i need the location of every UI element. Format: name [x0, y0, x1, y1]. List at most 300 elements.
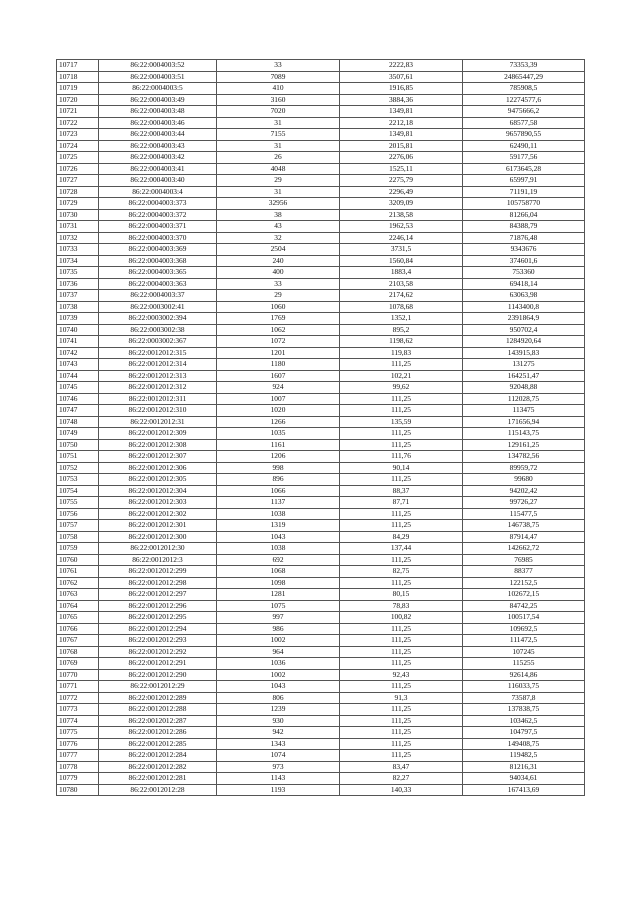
cadastral-value-table [56, 59, 585, 796]
row-number-cell: 10777 [57, 750, 99, 762]
table-row [57, 531, 585, 543]
area-cell: 1043 [217, 531, 340, 543]
specific-value-cell: 895,2 [340, 324, 463, 336]
specific-value-cell: 111,25 [340, 727, 463, 739]
specific-value-cell: 111,25 [340, 405, 463, 417]
table-row [57, 462, 585, 474]
cadastral-number-cell: 86:22:0012012:308 [99, 439, 217, 451]
area-cell: 1319 [217, 520, 340, 532]
cadastral-number-cell: 86:22:0012012:309 [99, 428, 217, 440]
table-row [57, 566, 585, 578]
row-number-cell: 10742 [57, 347, 99, 359]
cadastral-number-cell: 86:22:0012012:302 [99, 508, 217, 520]
table-row [57, 244, 585, 256]
area-cell: 2504 [217, 244, 340, 256]
cadastral-number-cell: 86:22:0012012:288 [99, 704, 217, 716]
area-cell: 32 [217, 232, 340, 244]
specific-value-cell: 111,76 [340, 451, 463, 463]
row-number-cell: 10775 [57, 727, 99, 739]
area-cell: 1180 [217, 359, 340, 371]
row-number-cell: 10754 [57, 485, 99, 497]
area-cell: 1038 [217, 543, 340, 555]
table-row [57, 508, 585, 520]
row-number-cell: 10720 [57, 94, 99, 106]
cadastral-number-cell: 86:22:0003002:41 [99, 301, 217, 313]
cadastral-value-cell: 102672,15 [463, 589, 585, 601]
specific-value-cell: 111,25 [340, 704, 463, 716]
cadastral-value-cell: 122152,5 [463, 577, 585, 589]
table-row [57, 324, 585, 336]
row-number-cell: 10717 [57, 60, 99, 72]
cadastral-number-cell: 86:22:0012012:298 [99, 577, 217, 589]
area-cell: 1043 [217, 681, 340, 693]
specific-value-cell: 111,25 [340, 508, 463, 520]
table-row [57, 221, 585, 233]
row-number-cell: 10759 [57, 543, 99, 555]
cadastral-value-cell: 81266,04 [463, 209, 585, 221]
cadastral-value-cell: 131275 [463, 359, 585, 371]
specific-value-cell: 100,82 [340, 612, 463, 624]
cadastral-number-cell: 86:22:0012012:303 [99, 497, 217, 509]
area-cell: 1038 [217, 508, 340, 520]
table-row [57, 658, 585, 670]
area-cell: 1035 [217, 428, 340, 440]
cadastral-number-cell: 86:22:0012012:313 [99, 370, 217, 382]
cadastral-value-cell: 92048,88 [463, 382, 585, 394]
cadastral-number-cell: 86:22:0012012:31 [99, 416, 217, 428]
cadastral-value-cell: 134782,56 [463, 451, 585, 463]
cadastral-value-cell: 137838,75 [463, 704, 585, 716]
area-cell: 32956 [217, 198, 340, 210]
row-number-cell: 10752 [57, 462, 99, 474]
table-row [57, 140, 585, 152]
cadastral-value-cell: 99726,27 [463, 497, 585, 509]
table-row [57, 152, 585, 164]
row-number-cell: 10755 [57, 497, 99, 509]
row-number-cell: 10760 [57, 554, 99, 566]
cadastral-value-cell: 94202,42 [463, 485, 585, 497]
row-number-cell: 10748 [57, 416, 99, 428]
row-number-cell: 10766 [57, 623, 99, 635]
specific-value-cell: 3884,36 [340, 94, 463, 106]
cadastral-number-cell: 86:22:0004003:373 [99, 198, 217, 210]
area-cell: 1072 [217, 336, 340, 348]
table-row [57, 370, 585, 382]
cadastral-value-cell: 94034,61 [463, 773, 585, 785]
cadastral-number-cell: 86:22:0012012:3 [99, 554, 217, 566]
cadastral-value-cell: 65997,91 [463, 175, 585, 187]
area-cell: 29 [217, 290, 340, 302]
area-cell: 7089 [217, 71, 340, 83]
specific-value-cell: 111,25 [340, 658, 463, 670]
row-number-cell: 10741 [57, 336, 99, 348]
specific-value-cell: 82,27 [340, 773, 463, 785]
specific-value-cell: 2296,49 [340, 186, 463, 198]
cadastral-number-cell: 86:22:0004003:371 [99, 221, 217, 233]
area-cell: 973 [217, 761, 340, 773]
specific-value-cell: 1962,53 [340, 221, 463, 233]
table-row [57, 543, 585, 555]
row-number-cell: 10761 [57, 566, 99, 578]
cadastral-number-cell: 86:22:0012012:312 [99, 382, 217, 394]
cadastral-number-cell: 86:22:0012012:284 [99, 750, 217, 762]
specific-value-cell: 140,33 [340, 784, 463, 796]
cadastral-number-cell: 86:22:0012012:28 [99, 784, 217, 796]
table-row [57, 232, 585, 244]
area-cell: 1066 [217, 485, 340, 497]
cadastral-value-cell: 69418,14 [463, 278, 585, 290]
row-number-cell: 10758 [57, 531, 99, 543]
area-cell: 1060 [217, 301, 340, 313]
specific-value-cell: 2103,58 [340, 278, 463, 290]
table-row [57, 301, 585, 313]
specific-value-cell: 2276,06 [340, 152, 463, 164]
specific-value-cell: 111,25 [340, 474, 463, 486]
table-row [57, 336, 585, 348]
cadastral-value-cell: 88377 [463, 566, 585, 578]
cadastral-number-cell: 86:22:0003002:367 [99, 336, 217, 348]
area-cell: 896 [217, 474, 340, 486]
cadastral-value-cell: 87914,47 [463, 531, 585, 543]
cadastral-value-cell: 84742,25 [463, 600, 585, 612]
table-row [57, 83, 585, 95]
cadastral-value-cell: 92614,86 [463, 669, 585, 681]
cadastral-value-cell: 753360 [463, 267, 585, 279]
table-row [57, 290, 585, 302]
table-row [57, 428, 585, 440]
table-row [57, 750, 585, 762]
specific-value-cell: 2246,14 [340, 232, 463, 244]
area-cell: 31 [217, 140, 340, 152]
area-cell: 1607 [217, 370, 340, 382]
specific-value-cell: 3731,5 [340, 244, 463, 256]
table-row [57, 163, 585, 175]
table-row [57, 175, 585, 187]
area-cell: 1020 [217, 405, 340, 417]
cadastral-value-cell: 164251,47 [463, 370, 585, 382]
table-row [57, 520, 585, 532]
area-cell: 7020 [217, 106, 340, 118]
cadastral-value-cell: 1284920,64 [463, 336, 585, 348]
specific-value-cell: 111,25 [340, 439, 463, 451]
table-row [57, 278, 585, 290]
table-row [57, 646, 585, 658]
table-row [57, 405, 585, 417]
row-number-cell: 10745 [57, 382, 99, 394]
table-row [57, 784, 585, 796]
cadastral-value-cell: 113475 [463, 405, 585, 417]
area-cell: 1036 [217, 658, 340, 670]
cadastral-number-cell: 86:22:0012012:281 [99, 773, 217, 785]
area-cell: 1002 [217, 635, 340, 647]
specific-value-cell: 2212,18 [340, 117, 463, 129]
table-row [57, 692, 585, 704]
cadastral-value-cell: 129161,25 [463, 439, 585, 451]
area-cell: 410 [217, 83, 340, 95]
row-number-cell: 10740 [57, 324, 99, 336]
cadastral-number-cell: 86:22:0004003:37 [99, 290, 217, 302]
row-number-cell: 10726 [57, 163, 99, 175]
specific-value-cell: 2275,79 [340, 175, 463, 187]
specific-value-cell: 111,25 [340, 681, 463, 693]
cadastral-value-cell: 9343676 [463, 244, 585, 256]
row-number-cell: 10749 [57, 428, 99, 440]
cadastral-value-cell: 112028,75 [463, 393, 585, 405]
specific-value-cell: 1349,81 [340, 106, 463, 118]
cadastral-value-cell: 59177,56 [463, 152, 585, 164]
cadastral-number-cell: 86:22:0012012:294 [99, 623, 217, 635]
row-number-cell: 10721 [57, 106, 99, 118]
cadastral-number-cell: 86:22:0012012:301 [99, 520, 217, 532]
area-cell: 942 [217, 727, 340, 739]
row-number-cell: 10727 [57, 175, 99, 187]
table-row [57, 681, 585, 693]
row-number-cell: 10764 [57, 600, 99, 612]
area-cell: 1074 [217, 750, 340, 762]
table-row [57, 255, 585, 267]
cadastral-value-cell: 143915,83 [463, 347, 585, 359]
cadastral-number-cell: 86:22:0012012:300 [99, 531, 217, 543]
specific-value-cell: 1198,62 [340, 336, 463, 348]
cadastral-number-cell: 86:22:0004003:363 [99, 278, 217, 290]
area-cell: 31 [217, 186, 340, 198]
row-number-cell: 10771 [57, 681, 99, 693]
table-row [57, 554, 585, 566]
area-cell: 986 [217, 623, 340, 635]
row-number-cell: 10747 [57, 405, 99, 417]
row-number-cell: 10730 [57, 209, 99, 221]
specific-value-cell: 1525,11 [340, 163, 463, 175]
cadastral-number-cell: 86:22:0004003:369 [99, 244, 217, 256]
cadastral-number-cell: 86:22:0012012:306 [99, 462, 217, 474]
row-number-cell: 10718 [57, 71, 99, 83]
row-number-cell: 10737 [57, 290, 99, 302]
cadastral-number-cell: 86:22:0012012:311 [99, 393, 217, 405]
cadastral-value-cell: 68577,58 [463, 117, 585, 129]
cadastral-number-cell: 86:22:0012012:315 [99, 347, 217, 359]
area-cell: 3160 [217, 94, 340, 106]
row-number-cell: 10753 [57, 474, 99, 486]
area-cell: 31 [217, 117, 340, 129]
cadastral-value-cell: 111472,5 [463, 635, 585, 647]
area-cell: 1143 [217, 773, 340, 785]
area-cell: 1161 [217, 439, 340, 451]
cadastral-value-cell: 104797,5 [463, 727, 585, 739]
row-number-cell: 10779 [57, 773, 99, 785]
cadastral-number-cell: 86:22:0004003:42 [99, 152, 217, 164]
table-row [57, 761, 585, 773]
area-cell: 4048 [217, 163, 340, 175]
cadastral-value-cell: 62490,11 [463, 140, 585, 152]
table-row [57, 60, 585, 72]
cadastral-value-cell: 116033,75 [463, 681, 585, 693]
cadastral-number-cell: 86:22:0012012:292 [99, 646, 217, 658]
row-number-cell: 10751 [57, 451, 99, 463]
area-cell: 43 [217, 221, 340, 233]
specific-value-cell: 92,43 [340, 669, 463, 681]
table-row [57, 313, 585, 325]
specific-value-cell: 111,25 [340, 635, 463, 647]
cadastral-value-cell: 89959,72 [463, 462, 585, 474]
area-cell: 1206 [217, 451, 340, 463]
table-row [57, 497, 585, 509]
table-row [57, 94, 585, 106]
row-number-cell: 10723 [57, 129, 99, 141]
table-row [57, 600, 585, 612]
cadastral-number-cell: 86:22:0004003:48 [99, 106, 217, 118]
row-number-cell: 10780 [57, 784, 99, 796]
area-cell: 1769 [217, 313, 340, 325]
specific-value-cell: 2015,81 [340, 140, 463, 152]
table-row [57, 359, 585, 371]
specific-value-cell: 102,21 [340, 370, 463, 382]
row-number-cell: 10739 [57, 313, 99, 325]
area-cell: 240 [217, 255, 340, 267]
area-cell: 930 [217, 715, 340, 727]
row-number-cell: 10762 [57, 577, 99, 589]
cadastral-number-cell: 86:22:0004003:52 [99, 60, 217, 72]
specific-value-cell: 111,25 [340, 715, 463, 727]
cadastral-value-cell: 167413,69 [463, 784, 585, 796]
area-cell: 29 [217, 175, 340, 187]
table-row [57, 773, 585, 785]
row-number-cell: 10738 [57, 301, 99, 313]
specific-value-cell: 111,25 [340, 393, 463, 405]
cadastral-number-cell: 86:22:0012012:299 [99, 566, 217, 578]
cadastral-number-cell: 86:22:0004003:43 [99, 140, 217, 152]
specific-value-cell: 2138,58 [340, 209, 463, 221]
specific-value-cell: 111,25 [340, 623, 463, 635]
table-row [57, 485, 585, 497]
area-cell: 1201 [217, 347, 340, 359]
area-cell: 26 [217, 152, 340, 164]
cadastral-value-cell: 105758770 [463, 198, 585, 210]
table-row [57, 451, 585, 463]
cadastral-value-cell: 115255 [463, 658, 585, 670]
table-row [57, 198, 585, 210]
area-cell: 1281 [217, 589, 340, 601]
cadastral-number-cell: 86:22:0004003:46 [99, 117, 217, 129]
cadastral-number-cell: 86:22:0012012:310 [99, 405, 217, 417]
row-number-cell: 10732 [57, 232, 99, 244]
row-number-cell: 10767 [57, 635, 99, 647]
row-number-cell: 10736 [57, 278, 99, 290]
area-cell: 964 [217, 646, 340, 658]
area-cell: 692 [217, 554, 340, 566]
cadastral-number-cell: 86:22:0012012:291 [99, 658, 217, 670]
cadastral-value-cell: 171656,94 [463, 416, 585, 428]
area-cell: 33 [217, 60, 340, 72]
cadastral-number-cell: 86:22:0012012:30 [99, 543, 217, 555]
table-row [57, 474, 585, 486]
area-cell: 7155 [217, 129, 340, 141]
cadastral-number-cell: 86:22:0012012:29 [99, 681, 217, 693]
row-number-cell: 10731 [57, 221, 99, 233]
specific-value-cell: 137,44 [340, 543, 463, 555]
specific-value-cell: 90,14 [340, 462, 463, 474]
table-row [57, 393, 585, 405]
table-row [57, 589, 585, 601]
table-row [57, 738, 585, 750]
cadastral-value-cell: 73353,39 [463, 60, 585, 72]
specific-value-cell: 1560,84 [340, 255, 463, 267]
row-number-cell: 10773 [57, 704, 99, 716]
row-number-cell: 10772 [57, 692, 99, 704]
table-row [57, 623, 585, 635]
row-number-cell: 10729 [57, 198, 99, 210]
row-number-cell: 10746 [57, 393, 99, 405]
cadastral-value-cell: 6173645,28 [463, 163, 585, 175]
cadastral-value-cell: 142662,72 [463, 543, 585, 555]
row-number-cell: 10757 [57, 520, 99, 532]
cadastral-value-cell: 9657890,55 [463, 129, 585, 141]
specific-value-cell: 78,83 [340, 600, 463, 612]
row-number-cell: 10763 [57, 589, 99, 601]
area-cell: 38 [217, 209, 340, 221]
cadastral-number-cell: 86:22:0012012:296 [99, 600, 217, 612]
row-number-cell: 10765 [57, 612, 99, 624]
row-number-cell: 10756 [57, 508, 99, 520]
area-cell: 400 [217, 267, 340, 279]
cadastral-value-cell: 2391864,9 [463, 313, 585, 325]
area-cell: 1266 [217, 416, 340, 428]
cadastral-number-cell: 86:22:0004003:365 [99, 267, 217, 279]
specific-value-cell: 111,25 [340, 359, 463, 371]
row-number-cell: 10725 [57, 152, 99, 164]
cadastral-value-cell: 81216,31 [463, 761, 585, 773]
row-number-cell: 10750 [57, 439, 99, 451]
area-cell: 924 [217, 382, 340, 394]
area-cell: 1193 [217, 784, 340, 796]
table-row [57, 209, 585, 221]
row-number-cell: 10735 [57, 267, 99, 279]
specific-value-cell: 80,15 [340, 589, 463, 601]
specific-value-cell: 111,25 [340, 520, 463, 532]
cadastral-value-cell: 12274577,6 [463, 94, 585, 106]
area-cell: 806 [217, 692, 340, 704]
cadastral-value-cell: 9475666,2 [463, 106, 585, 118]
specific-value-cell: 3507,61 [340, 71, 463, 83]
cadastral-value-cell: 1143400,8 [463, 301, 585, 313]
area-cell: 1343 [217, 738, 340, 750]
specific-value-cell: 91,3 [340, 692, 463, 704]
cadastral-number-cell: 86:22:0012012:282 [99, 761, 217, 773]
row-number-cell: 10734 [57, 255, 99, 267]
cadastral-number-cell: 86:22:0012012:289 [99, 692, 217, 704]
specific-value-cell: 88,37 [340, 485, 463, 497]
specific-value-cell: 84,29 [340, 531, 463, 543]
table-row [57, 715, 585, 727]
specific-value-cell: 82,75 [340, 566, 463, 578]
table-row [57, 612, 585, 624]
area-cell: 1137 [217, 497, 340, 509]
row-number-cell: 10724 [57, 140, 99, 152]
specific-value-cell: 111,25 [340, 750, 463, 762]
specific-value-cell: 111,25 [340, 577, 463, 589]
cadastral-number-cell: 86:22:0004003:41 [99, 163, 217, 175]
specific-value-cell: 87,71 [340, 497, 463, 509]
area-cell: 998 [217, 462, 340, 474]
table-row [57, 347, 585, 359]
cadastral-value-cell: 119482,5 [463, 750, 585, 762]
cadastral-number-cell: 86:22:0012012:314 [99, 359, 217, 371]
cadastral-number-cell: 86:22:0012012:297 [99, 589, 217, 601]
cadastral-number-cell: 86:22:0004003:372 [99, 209, 217, 221]
table-row [57, 267, 585, 279]
specific-value-cell: 1916,85 [340, 83, 463, 95]
area-cell: 1068 [217, 566, 340, 578]
cadastral-number-cell: 86:22:0004003:49 [99, 94, 217, 106]
